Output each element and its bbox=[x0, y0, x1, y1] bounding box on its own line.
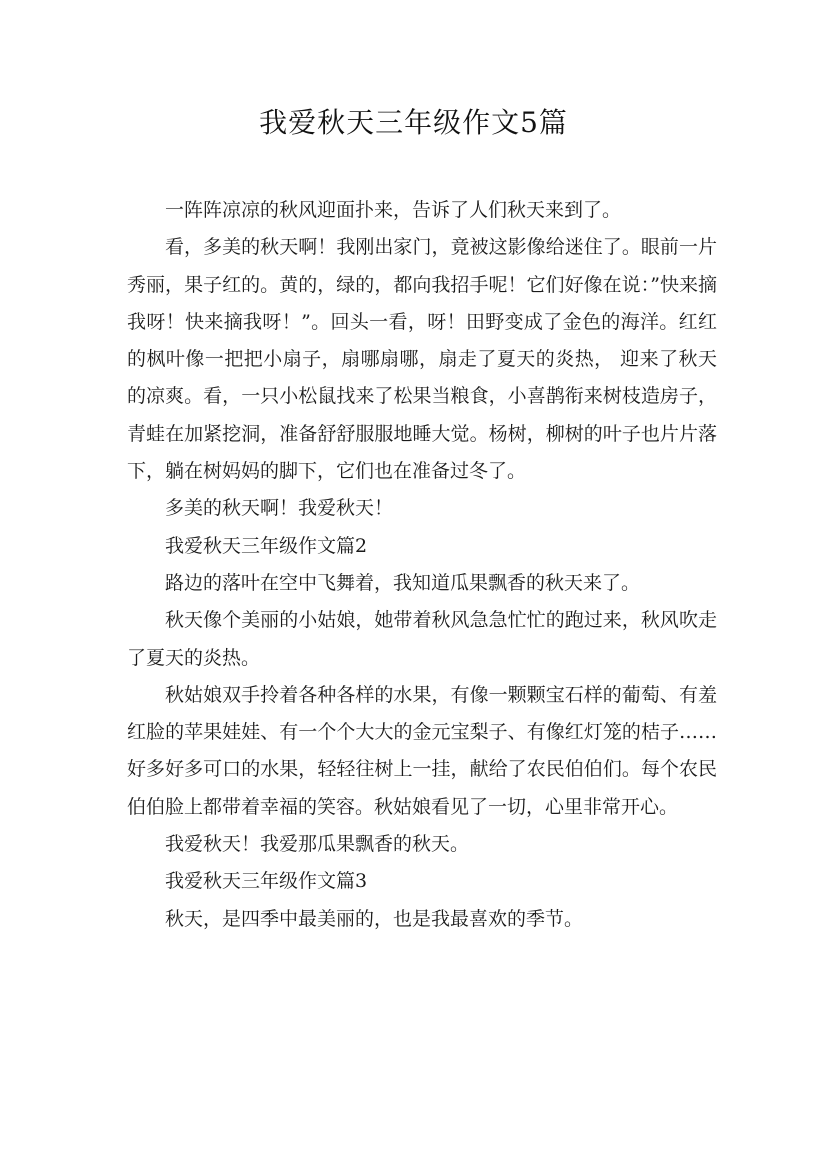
paragraph: 秋天，是四季中最美丽的，也是我最喜欢的季节。 bbox=[165, 907, 584, 930]
document-title: 我爱秋天三年级作文5篇 bbox=[259, 106, 568, 139]
paragraph: 路边的落叶在空中飞舞着，我知道瓜果飘香的秋天来了。 bbox=[165, 571, 641, 594]
paragraph: 我爱秋天！我爱那瓜果飘香的秋天。 bbox=[165, 833, 470, 856]
paragraph: 秋天像个美丽的小姑娘，她带着秋风急急忙忙的跑过来，秋风吹走了夏天的炎热。 bbox=[127, 609, 717, 669]
section-heading: 我爱秋天三年级作文篇2 bbox=[165, 534, 368, 557]
paragraph: 一阵阵凉凉的秋风迎面扑来，告诉了人们秋天来到了。 bbox=[165, 199, 622, 221]
document-body bbox=[127, 192, 717, 938]
paragraph: 多美的秋天啊！我爱秋天！ bbox=[165, 497, 394, 520]
paragraph: 秋姑娘双手拎着各种各样的水果，有像一颗颗宝石样的葡萄、有羞红脸的苹果娃娃、有一个个大大的金元宝梨子、有像红灯笼的桔子……好多好多可口的水果，轻轻往树上一挂，献给了农民伯伯们。每个农民伯伯脸上都带着幸福的笑容。秋姑娘看见了一切，心里非常开心。 bbox=[127, 683, 717, 818]
paragraph: 看，多美的秋天啊！我刚出家门，竟被这影像给迷住了。眼前一片秀丽，果子红的。黄的，绿的，都向我招手呢！它们好像在说：”快来摘我呀！快来摘我呀！”。回头一看，呀！田野变成了金色的海洋。红红的枫叶像一把把小扇子，扇哪扇哪，扇走了夏天的炎热， 迎来了秋天的凉爽。看，一只小松鼠找来了松果当粮食，小喜鹊衔来树枝造房子，青蛙在加紧挖洞，准备舒舒服服地睡大觉。杨树，柳树的叶子也片片落下，躺在树妈妈的脚下，它们也在准备过冬了。 bbox=[127, 236, 717, 483]
section-heading: 我爱秋天三年级作文篇3 bbox=[165, 870, 368, 893]
